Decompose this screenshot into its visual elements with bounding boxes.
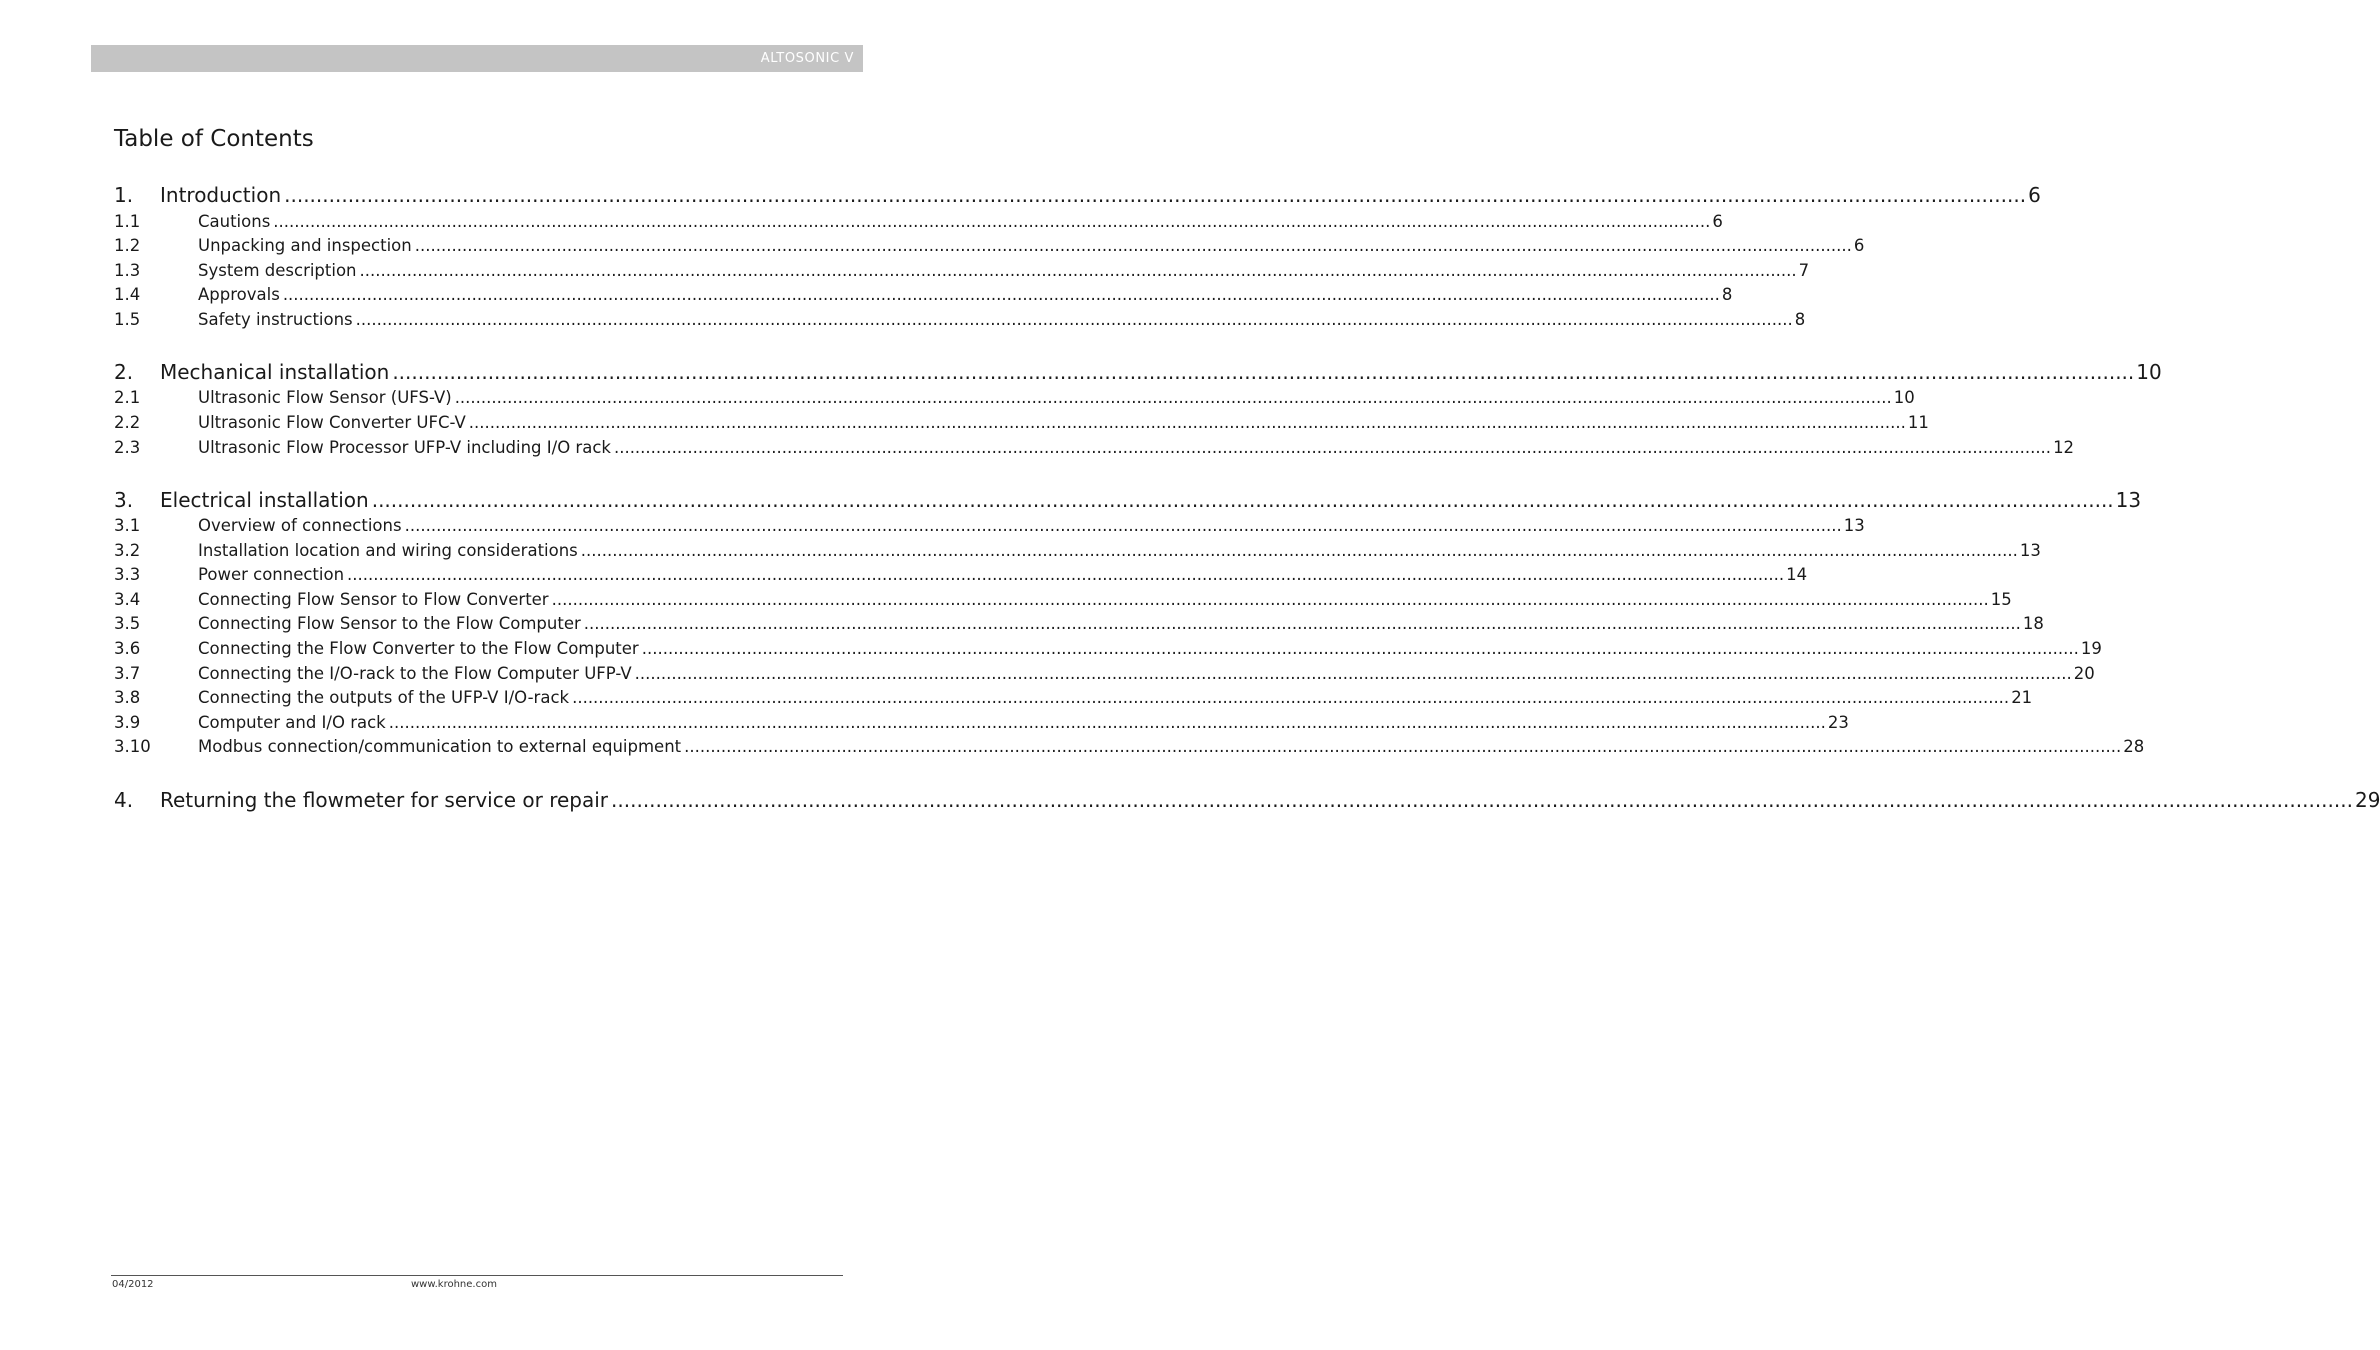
toc-number: 3.3 (114, 565, 141, 584)
toc-title: Safety instructions (198, 310, 353, 329)
footer-date: 04/2012 (112, 1279, 154, 1290)
toc-title: Power connection (198, 565, 345, 584)
toc-page-number: 8 (1721, 285, 1733, 304)
toc-page-number: 6 (1853, 236, 1865, 255)
toc-section[interactable] (114, 614, 2044, 633)
toc-page-number: 15 (1990, 590, 2012, 609)
toc-title: Connecting the I/O-rack to the Flow Computer UFP-V (198, 664, 632, 683)
toc-section[interactable] (114, 285, 1733, 304)
toc-leader (572, 688, 2009, 707)
toc-page-number: 18 (2022, 614, 2044, 633)
toc-title: Installation location and wiring considerations (198, 541, 578, 560)
toc-number: 1.4 (114, 285, 141, 304)
toc-title: Computer and I/O rack (198, 713, 386, 732)
toc-leader (611, 788, 2353, 812)
toc-section[interactable] (114, 737, 2145, 756)
toc-number: 2.1 (114, 388, 141, 407)
toc-section[interactable] (114, 212, 1723, 231)
toc-leader (584, 614, 2021, 633)
toc-leader (347, 565, 1784, 584)
toc-page-number: 29 (2354, 788, 2380, 812)
toc-number: 2. (114, 360, 134, 384)
toc-page-number: 10 (2136, 360, 2162, 384)
toc-title: Approvals (198, 285, 280, 304)
toc-title: Connecting Flow Sensor to Flow Converter (198, 590, 549, 609)
toc-section[interactable] (114, 413, 1929, 432)
toc-section[interactable] (114, 713, 1849, 732)
toc-page-number: 12 (2053, 438, 2075, 457)
toc-title: Cautions (198, 212, 271, 231)
toc-leader (415, 236, 1852, 255)
toc-section[interactable] (114, 590, 2012, 609)
toc-page-number: 20 (2073, 664, 2095, 683)
toc-title: Mechanical installation (160, 360, 390, 384)
toc-number: 1.2 (114, 236, 141, 255)
toc-title: System description (198, 261, 357, 280)
toc-number: 3.9 (114, 713, 141, 732)
footer-url[interactable]: www.krohne.com (411, 1279, 497, 1290)
toc-leader (360, 261, 1797, 280)
toc-number: 3.6 (114, 639, 141, 658)
toc-leader (642, 639, 2079, 658)
toc-title: Overview of connections (198, 516, 402, 535)
toc-chapter[interactable] (114, 183, 2041, 207)
toc-title: Unpacking and inspection (198, 236, 412, 255)
toc-page-number: 19 (2080, 639, 2102, 658)
toc-number: 1. (114, 183, 134, 207)
toc-section[interactable] (114, 688, 2033, 707)
toc-section[interactable] (114, 261, 1810, 280)
toc-number: 1.1 (114, 212, 141, 231)
toc-leader (283, 285, 1720, 304)
toc-number: 3.10 (114, 737, 151, 756)
toc-number: 4. (114, 788, 134, 812)
toc-page-number: 10 (1893, 388, 1915, 407)
toc-chapter[interactable] (114, 488, 2142, 512)
toc-section[interactable] (114, 388, 1915, 407)
toc-page-number: 8 (1794, 310, 1806, 329)
toc-section[interactable] (114, 236, 1865, 255)
toc-section[interactable] (114, 565, 1808, 584)
header-product-name: ALTOSONIC V (760, 51, 854, 66)
toc-chapter[interactable] (114, 788, 2380, 812)
toc-leader (552, 590, 1989, 609)
toc-leader (635, 664, 2072, 683)
toc-leader (684, 737, 2121, 756)
footer-divider (111, 1275, 843, 1276)
toc-number: 3.5 (114, 614, 141, 633)
toc-leader (392, 360, 2134, 384)
toc-page-number: 6 (2028, 183, 2041, 207)
toc-leader (581, 541, 2018, 560)
toc-title: Connecting the outputs of the UFP-V I/O-rack (198, 688, 570, 707)
toc-page-number: 6 (1712, 212, 1723, 231)
toc-section[interactable] (114, 541, 2041, 560)
toc-title: Ultrasonic Flow Converter UFC-V (198, 413, 466, 432)
toc-leader (273, 212, 1710, 231)
toc-number: 2.2 (114, 413, 141, 432)
toc-title: Connecting the Flow Converter to the Flow Computer (198, 639, 639, 658)
toc-leader (389, 713, 1826, 732)
toc-page-number: 14 (1786, 565, 1808, 584)
toc-number: 3.4 (114, 590, 141, 609)
toc-leader (356, 310, 1793, 329)
header-bar (91, 45, 863, 72)
toc-title: Ultrasonic Flow Processor UFP-V including I/O rack (198, 438, 611, 457)
toc-page-number: 13 (2019, 541, 2041, 560)
toc-leader (372, 488, 2114, 512)
toc-title: Returning the flowmeter for service or repair (160, 788, 609, 812)
toc-number: 3.8 (114, 688, 141, 707)
toc-chapter[interactable] (114, 360, 2162, 384)
toc-title: Electrical installation (160, 488, 369, 512)
toc-page-number: 7 (1798, 261, 1810, 280)
toc-page-number: 11 (1907, 413, 1929, 432)
toc-section[interactable] (114, 516, 1865, 535)
toc-leader (405, 516, 1842, 535)
toc-page-number: 28 (2123, 737, 2145, 756)
toc-page-number: 13 (2115, 488, 2142, 512)
toc-section[interactable] (114, 310, 1806, 329)
toc-leader (455, 388, 1892, 407)
toc-leader (284, 183, 2026, 207)
toc-page-number: 13 (1843, 516, 1865, 535)
toc-leader (469, 413, 1906, 432)
toc-title: Introduction (160, 183, 282, 207)
toc-page-number: 23 (1827, 713, 1849, 732)
toc-title: Connecting Flow Sensor to the Flow Computer (198, 614, 581, 633)
toc-section[interactable] (114, 664, 2095, 683)
toc-number: 3.1 (114, 516, 141, 535)
toc-title: Ultrasonic Flow Sensor (UFS-V) (198, 388, 452, 407)
toc-number: 1.3 (114, 261, 141, 280)
page-title: Table of Contents (114, 126, 314, 152)
toc-leader (614, 438, 2051, 457)
toc-number: 3.7 (114, 664, 141, 683)
toc-section[interactable] (114, 639, 2102, 658)
toc-title: Modbus connection/communication to external equipment (198, 737, 682, 756)
toc-section[interactable] (114, 438, 2075, 457)
toc-number: 1.5 (114, 310, 141, 329)
toc-number: 2.3 (114, 438, 141, 457)
toc-page-number: 21 (2011, 688, 2033, 707)
toc-number: 3.2 (114, 541, 141, 560)
toc-number: 3. (114, 488, 134, 512)
